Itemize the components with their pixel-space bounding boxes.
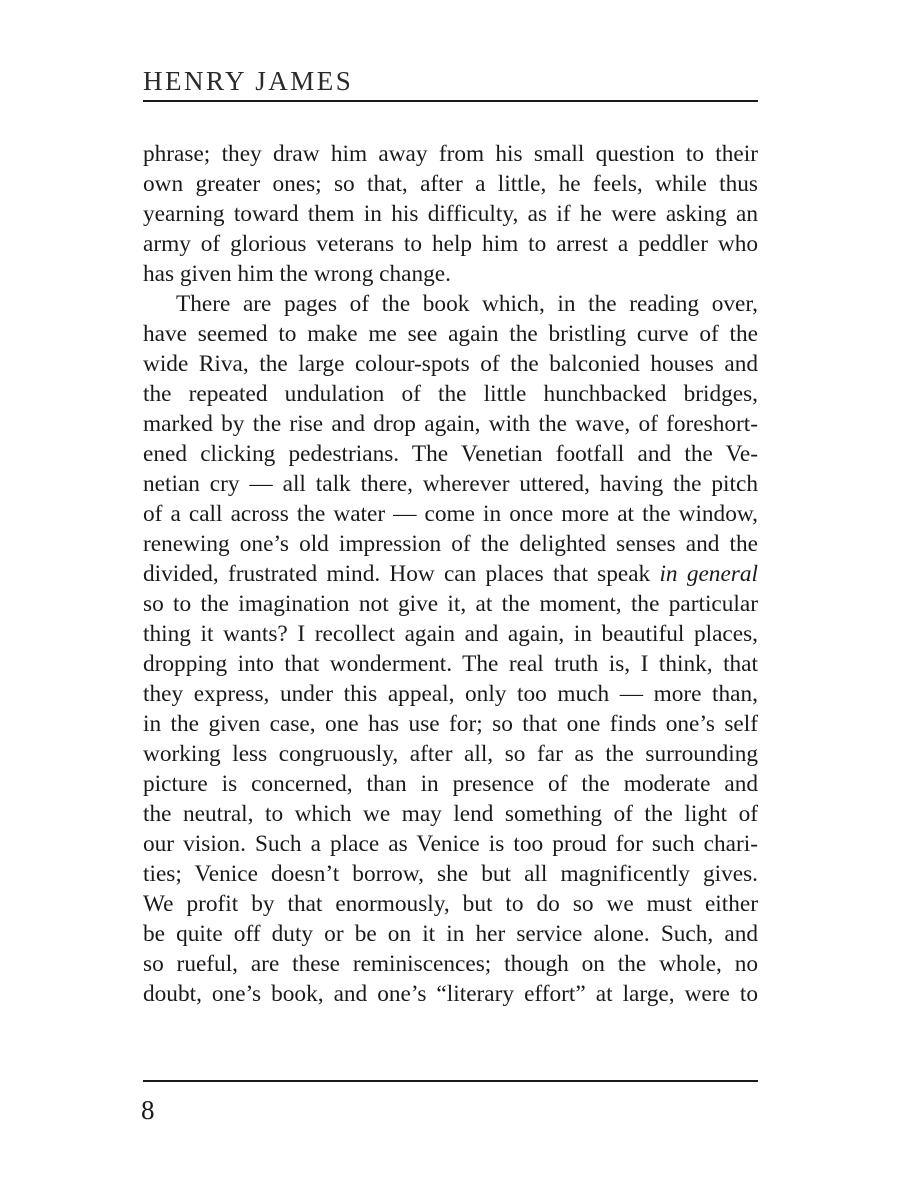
text-line: marked by the rise and drop again, with the wave, of foreshort- (143, 411, 758, 437)
text-line: has given him the wrong change. (143, 261, 451, 287)
page-body (143, 139, 758, 1009)
text-line: they express, under this appeal, only too much — more than, (143, 681, 758, 707)
text-line: doubt, one’s book, and one’s “literary effort” at large, were to (143, 981, 758, 1007)
text-line: phrase; they draw him away from his small question to their (143, 141, 758, 167)
text-line: army of glorious veterans to help him to arrest a peddler who (143, 231, 758, 257)
text-line: own greater ones; so that, after a little, he feels, while thus (143, 171, 758, 197)
text-line: working less congruously, after all, so far as the surrounding (143, 741, 758, 767)
text-line: in the given case, one has use for; so that one finds one’s self (143, 711, 758, 737)
running-head: HENRY JAMES (143, 66, 354, 96)
text-line: the neutral, to which we may lend something of the light of (143, 801, 758, 827)
text-line: wide Riva, the large colour-spots of the balconied houses and (143, 351, 758, 377)
text-line: picture is concerned, than in presence of the moderate and (143, 771, 758, 797)
italic-phrase: in general (659, 561, 758, 587)
text-line: ened clicking pedestrians. The Venetian footfall and the Ve- (143, 441, 758, 467)
text-line: have seemed to make me see again the bristling curve of the (143, 321, 758, 347)
text-line: the repeated undulation of the little hunchbacked bridges, (143, 381, 758, 407)
text-line: renewing one’s old impression of the delighted senses and the (143, 531, 758, 557)
text-line: of a call across the water — come in once more at the window, (143, 501, 758, 527)
text-line: There are pages of the book which, in the reading over, (176, 291, 758, 317)
text-line: ties; Venice doesn’t borrow, she but all magnificently gives. (143, 861, 758, 887)
text-line: our vision. Such a place as Venice is too proud for such chari- (143, 831, 758, 857)
text-line: dropping into that wonderment. The real truth is, I think, that (143, 651, 758, 677)
text-line: netian cry — all talk there, wherever uttered, having the pitch (143, 471, 758, 497)
text-line: thing it wants? I recollect again and again, in beautiful places, (143, 621, 758, 647)
text-line: yearning toward them in his difficulty, as if he were asking an (143, 201, 758, 227)
text-line: be quite off duty or be on it in her service alone. Such, and (143, 921, 758, 947)
text-line: so rueful, are these reminiscences; though on the whole, no (143, 951, 758, 977)
footer-rule (143, 1080, 758, 1082)
text-line: so to the imagination not give it, at the moment, the particular (143, 591, 758, 617)
text-line: We profit by that enormously, but to do so we must either (143, 891, 758, 917)
page-number: 8 (141, 1095, 155, 1125)
text-line-before-italic: divided, frustrated mind. How can places that speak (143, 561, 660, 587)
text-line (143, 559, 758, 589)
header-rule (143, 100, 758, 102)
